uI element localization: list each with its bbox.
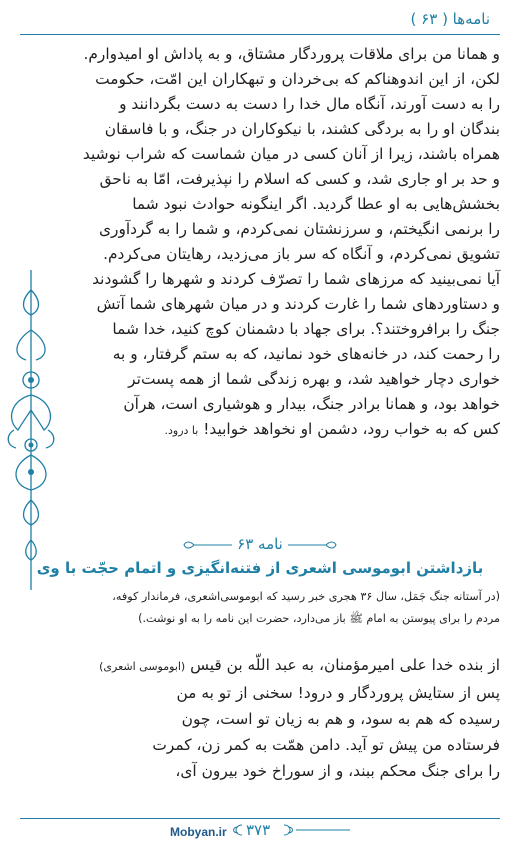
text-line: را رحمت کند، در خانه‌های خود نمانید، که به ستم گرفتار، و به	[112, 345, 500, 363]
page-number: ۳۷۳	[246, 821, 271, 839]
heading-ornament-right-icon	[288, 540, 338, 550]
text-line: را به دست آورند، آنگاه مال خدا را دست به دست بگردانند و	[119, 95, 500, 113]
letter-62-ending-text	[70, 42, 500, 443]
text-line: خواری دچار خواهید شد، و بهره زندگی شما از همه پست‌تر	[128, 370, 500, 388]
footer-ornament-right-icon	[282, 823, 352, 837]
heading-ornament-left-icon	[182, 540, 232, 550]
text-line-first	[20, 652, 500, 680]
letter-subtitle: بازداشتن ابوموسی اشعری از فتنه‌انگیزی و اتمام حجّت با وی	[36, 559, 484, 577]
text-line: جنگ را برافروختند؟. برای جهاد با دشمنان کوچ کنید، خدا شما	[112, 320, 500, 338]
context-line: (در آستانه جنگ جَمَل، سال ۳۶ هجری خبر رسید که ابوموسی‌اشعری، فرماندار کوفه،	[112, 590, 500, 603]
page-header	[20, 8, 500, 35]
text-line: لکن، از این اندوهناکم که بی‌خردان و تبهکاران این امّت، حکومت	[95, 70, 500, 88]
context-line: مردم را برای پیوستن به امام ﷺ باز می‌دارد، حضرت این نامه را به او نوشت.)	[138, 612, 500, 625]
text-line: از بنده خدا علی امیرمؤمنان، به عبد اللّه بن قیس	[190, 656, 500, 674]
text-line: کس که به خواب رود، دشمن او نخواهد خوابید!	[203, 420, 500, 438]
site-name: Mobyan.ir	[170, 825, 227, 839]
text-line: بندگان او را به بردگی کشند، با نیکوکاران در جنگ، و با فاسقان	[104, 120, 500, 138]
text-line: پس از ستایش پروردگار و درود! سخنی از تو به من	[176, 684, 500, 702]
text-line: تشویق نمی‌کردم، و آنگاه که سر باز می‌زدید، رهایتان می‌کردم.	[103, 245, 500, 263]
text-line: و همانا من برای ملاقات پروردگار مشتاق، و به پاداش او امیدوارم.	[83, 45, 500, 63]
text-line: فرستاده من پیش تو آید. دامن همّت به کمر زن، کمرت	[152, 736, 500, 754]
letter-number: نامه ۶۳	[237, 535, 283, 553]
letter-63-text	[20, 652, 500, 784]
text-line: رسیده که هم به سود، و هم به زیان تو است، چون	[181, 710, 500, 728]
text-line: بخشش‌هایی به او عطا گردید. اگر اینگونه حوادث نبود شما	[132, 195, 500, 213]
text-line: و حد بر او جاری شد، و کسی که اسلام را نپذیرفت، امّا به ناحق	[99, 170, 500, 188]
text-line: را برنمی انگیختم، و سرزنشتان نمی‌کردم، و شما را به گردآوری	[98, 220, 500, 238]
recipient-note: (ابوموسی اشعری)	[99, 660, 186, 673]
text-line: همراه باشند، زیرا از آنان کسی در میان شماست که شراب نوشید	[82, 145, 500, 163]
page-footer	[20, 818, 500, 843]
letter-context	[20, 586, 500, 630]
text-line: را برای جنگ محکم ببند، و از سوراخ خود بیرون آی،	[175, 762, 500, 780]
footer-ornament-left-icon	[228, 823, 244, 837]
text-line: آیا نمی‌بینید که مرزهای شما را تصرّف کردند و شهرها را گشودند	[92, 270, 500, 288]
chapter-title: نامه‌ها ( ۶۳ )	[410, 10, 490, 28]
closing-note: با درود.	[164, 424, 199, 437]
text-line: خواهد بود، و همانا برادر جنگ، بیدار و هوشیاری است، هرآن	[123, 395, 500, 413]
text-line: و دستاوردهای شما را غارت کردند و در میان شهرهای شما آتش	[96, 295, 500, 313]
text-line-last	[70, 417, 500, 443]
letter-heading	[20, 535, 500, 555]
